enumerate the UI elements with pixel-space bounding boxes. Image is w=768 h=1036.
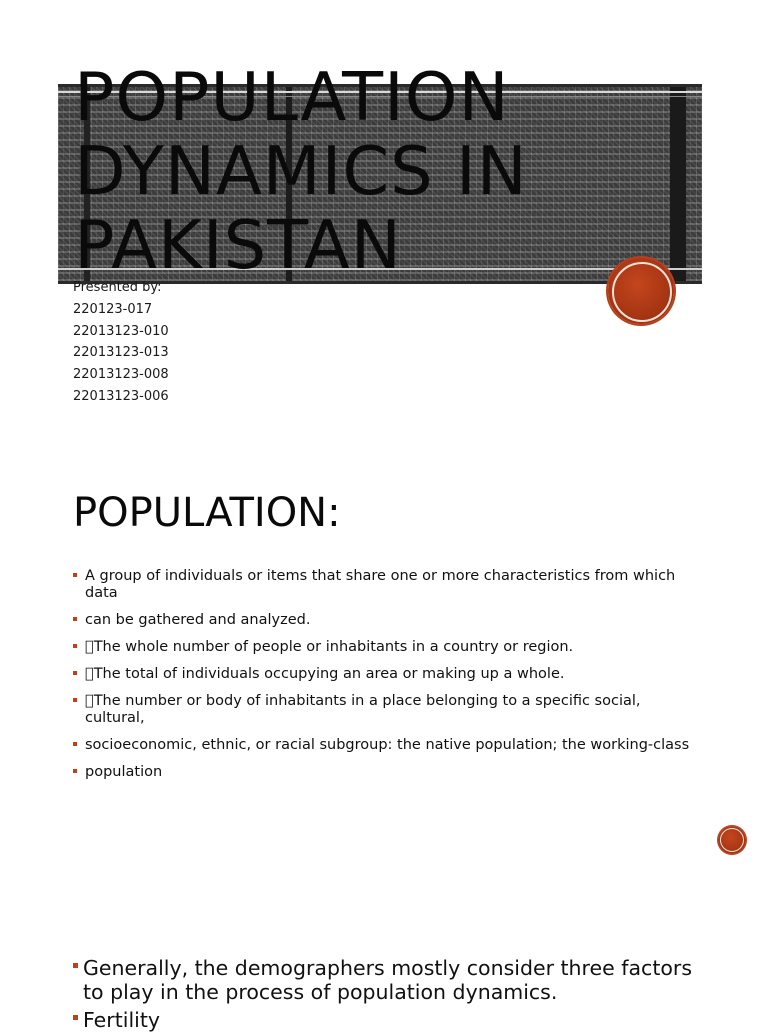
list-item: Generally, the demographers mostly consider three factors to play in the process of population dynamics. (73, 956, 713, 1004)
circle-badge-icon (608, 258, 674, 324)
bullet-list (73, 568, 703, 791)
bullet-icon (73, 742, 77, 746)
bullet-icon (73, 671, 77, 675)
bullet-icon (73, 644, 77, 648)
presenter-id: 22013123-013 (73, 345, 169, 361)
title-slide (0, 0, 768, 420)
presenter-id: 22013123-006 (73, 388, 169, 404)
list-item: A group of individuals or items that share one or more characteristics from which data (73, 568, 703, 602)
list-item: The whole number of people or inhabitants in a country or region. (73, 639, 703, 656)
circle-badge-icon (718, 826, 746, 854)
list-item: The total of individuals occupying an area or making up a whole. (73, 666, 703, 683)
section-heading: POPULATION: (73, 490, 341, 536)
bullet-icon (73, 963, 78, 968)
list-item: The number or body of inhabitants in a place belonging to a specific social, cultural, (73, 693, 703, 727)
bullet-icon (73, 617, 77, 621)
slide-title: POPULATION DYNAMICS IN PAKISTAN (74, 58, 528, 284)
bullet-icon (73, 698, 77, 702)
presenter-id: 220123-017 (73, 301, 153, 317)
list-item: population (73, 764, 703, 781)
bullet-list (73, 956, 713, 1036)
presenters-list (73, 277, 169, 408)
bullet-icon (73, 573, 77, 577)
list-item: Fertility (73, 1008, 713, 1032)
presented-by-label: Presented by: (73, 280, 162, 295)
presenter-id: 22013123-010 (73, 323, 169, 339)
list-item: can be gathered and analyzed. (73, 612, 703, 629)
bullet-icon (73, 1015, 78, 1020)
list-item: socioeconomic, ethnic, or racial subgroup: the native population; the working-class (73, 737, 703, 754)
bullet-icon (73, 769, 77, 773)
presenter-id: 22013123-008 (73, 367, 169, 383)
